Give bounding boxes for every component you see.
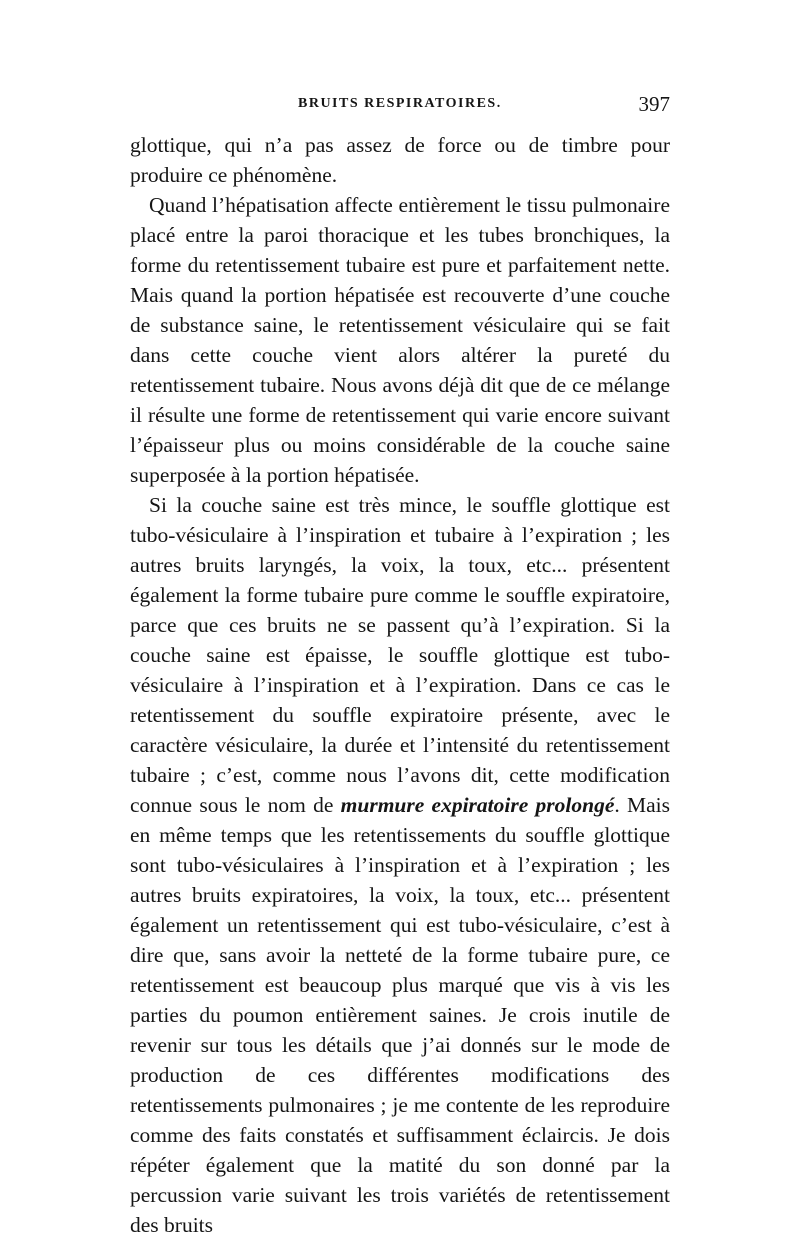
page-number: 397: [638, 92, 670, 116]
running-title: BRUITS RESPIRATOIRES.: [298, 96, 502, 111]
paragraph-continuation: glottique, qui n’a pas assez de force ou de timbre pour produire ce phénomène.: [130, 133, 670, 187]
paragraph-text-after: . Mais en même temps que les retentissements du souffle glottique sont tubo-vésiculaires à l’inspiration et à l’expiration ; les autres bruits expiratoires, la voix, la toux, etc... présentent également un retentissement qui est tubo-vésiculaire, c’est à dire que, sans avoir la netteté de la forme tubaire pure, ce retentissement est beaucoup plus marqué que vis à vis les parties du poumon entièrement saines. Je crois inutile de revenir sur tous les détails que j’ai donnés sur le mode de production de ces différentes modifications des retentissements pulmonaires ; je me contente de les reproduire comme des faits constatés et suffisamment éclaircis. Je dois répéter également que la matité du son donné par la percussion varie suivant les trois variétés de retentissement des bruits: [130, 793, 671, 1237]
emphasized-term: murmure expiratoire prolongé: [340, 793, 615, 817]
paragraph-couche-saine: [130, 490, 670, 1240]
paragraph-hepatisation: Quand l’hépatisation affecte entièrement le tissu pulmonaire placé entre la paroi thoracique et les tubes bronchiques, la forme du retentissement tubaire est pure et parfaitement nette. Mais quand la portion hépatisée est recouverte d’une couche de substance saine, le retentissement vésiculaire qui se fait dans cette couche vient alors altérer la pureté du retentissement tubaire. Nous avons déjà dit que de ce mélange il résulte une forme de retentissement qui varie encore suivant l’épaisseur plus ou moins considérable de la couche saine superposée à la portion hépatisée.: [130, 193, 670, 487]
paragraph-text-before: Si la couche saine est très mince, le souffle glottique est tubo-vésiculaire à l’inspiration et tubaire à l’expiration ; les autres bruits laryngés, la voix, la toux, etc... présentent également la forme tubaire pure comme le souffle expiratoire, parce que ces bruits ne se passent qu’à l’expiration. Si la couche saine est épaisse, le souffle glottique est tubo-vésiculaire à l’inspiration et à l’expiration. Dans ce cas le retentissement du souffle expiratoire présente, avec le caractère vésiculaire, la durée et l’intensité du retentissement tubaire ; c’est, comme nous l’avons dit, cette modification connue sous le nom de: [130, 493, 670, 817]
page-header: [130, 94, 670, 122]
body-text: [130, 130, 670, 1240]
